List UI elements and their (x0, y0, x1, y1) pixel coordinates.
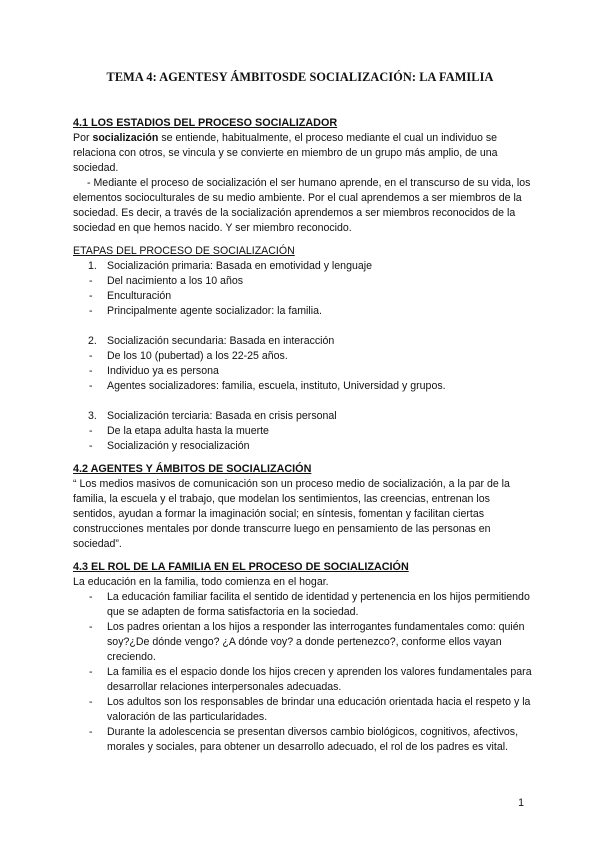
stage-3-items (73, 424, 533, 454)
stage-1-label: 1. Socialización primaria: Basada en emotividad y lenguaje (88, 260, 372, 272)
list-item: - Los padres orientan a los hijos a responder las interrogantes fundamentales como: quién soy?¿De dónde vengo? ¿A dónde voy? a donde pertenezco?, conforme ellos vayan creciendo. (73, 620, 533, 665)
family-intro: La educación en la familia, todo comienza en el hogar. (73, 576, 329, 588)
family-role-list (73, 590, 533, 755)
list-item: - Socialización y resocialización (73, 439, 533, 454)
stage-1-items (73, 274, 533, 319)
stage-3-label: 3. Socialización terciaria: Basada en crisis personal (88, 410, 337, 422)
list-item: - Los adultos son los responsables de brindar una educación orientada hacia el respeto y la valoración de las particularidades. (73, 695, 533, 725)
document-body (73, 116, 533, 755)
stage-1 (73, 259, 533, 274)
list-item: - De la etapa adulta hasta la muerte (73, 424, 533, 439)
list-item: - Principalmente agente socializador: la familia. (73, 304, 533, 319)
stage-2-items (73, 349, 533, 394)
section-4-2-heading: 4.2 AGENTES Y ÁMBITOS DE SOCIALIZACIÓN (73, 463, 312, 475)
list-item: - Durante la adolescencia se presentan diversos cambio biológicos, cognitivos, afectivos, morales y sociales, para obtener un desarrollo adecuado, el rol de los padres es vital. (73, 725, 533, 755)
section-4-1-heading: 4.1 LOS ESTADIOS DEL PROCESO SOCIALIZADOR (73, 117, 338, 129)
stage-3 (73, 409, 533, 424)
socialization-paragraph: - Mediante el proceso de socialización el ser humano aprende, en el transcurso de su vida, los elementos socioculturales de su medio ambiente. Por el cual aprendemos a ser miembros de la sociedad. Es decir, a través de la socialización aprendemos a ser miembros reconocidos de la sociedad en que hemos nacido. Y ser miembro reconocido. (73, 177, 531, 234)
definition-paragraph: Por socialización se entiende, habitualmente, el proceso mediante el cual un individuo se relaciona con otros, se vincula y se convierte en miembro de un grupo más amplio, de una sociedad. (73, 132, 498, 174)
list-item: - Enculturación (73, 289, 533, 304)
list-item: - De los 10 (pubertad) a los 22-25 años. (73, 349, 533, 364)
media-quote: “ Los medios masivos de comunicación son un proceso medio de socialización, a la par de la familia, la escuela y el trabajo, que modelan los sentimientos, las creencias, entrenan los sentidos, ayudan a formar la imaginación social; en síntesis, fomentan y facilitan ciertas construcciones mentales por donde transcurre luego en pensamiento de las personas en sociedad”. (73, 478, 510, 550)
list-item: - La familia es el espacio donde los hijos crecen y aprenden los valores fundamentales para desarrollar relaciones interpersonales adecuadas. (73, 665, 533, 695)
definition-term: socialización (92, 132, 159, 144)
page-title: TEMA 4: AGENTESY ÁMBITOSDE SOCIALIZACIÓN: LA FAMILIA (106, 70, 494, 84)
list-item: - Agentes socializadores: familia, escuela, instituto, Universidad y grupos. (73, 379, 533, 394)
stage-2 (73, 334, 533, 349)
list-item: - Del nacimiento a los 10 años (73, 274, 533, 289)
list-item: - La educación familiar facilita el sentido de identidad y pertenencia en los hijos permitiendo que se adapten de forma satisfactoria en la sociedad. (73, 590, 533, 620)
page-number: 1 (518, 797, 524, 809)
stage-2-label: 2. Socialización secundaria: Basada en interacción (88, 335, 335, 347)
stages-heading: ETAPAS DEL PROCESO DE SOCIALIZACIÓN (73, 245, 295, 257)
section-4-3-heading: 4.3 EL ROL DE LA FAMILIA EN EL PROCESO DE SOCIALIZACIÓN (73, 561, 409, 573)
list-item: - Individuo ya es persona (73, 364, 533, 379)
